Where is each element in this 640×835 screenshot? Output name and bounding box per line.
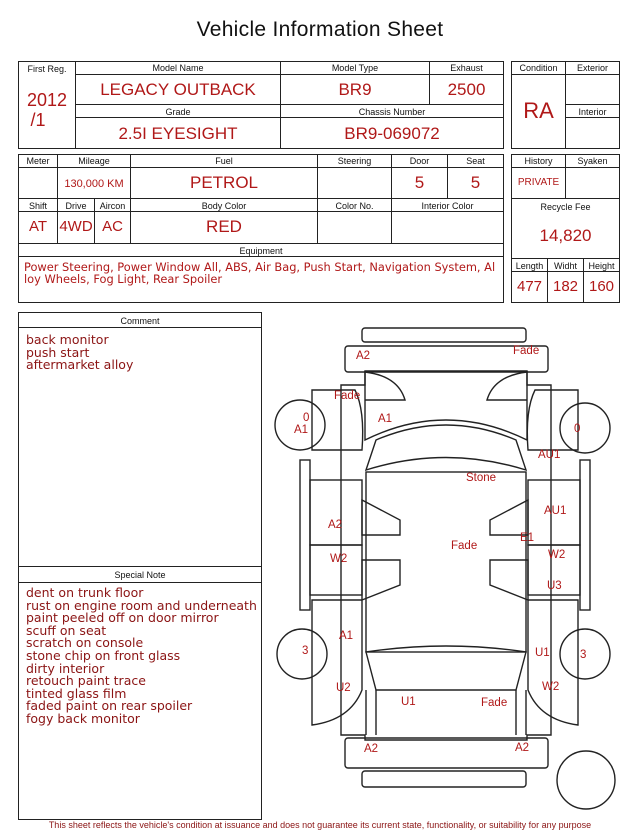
syaken-label: Syaken [577, 156, 608, 166]
damage-mark: A1 [378, 413, 393, 425]
drive-label: Drive [65, 201, 87, 211]
right-sill [580, 460, 590, 610]
disclaimer-footer: This sheet reflects the vehicle's condition at issuance and does not guarantee its current state, functionality, or suitability for any purpose [48, 820, 592, 830]
steering-label: Steering [337, 156, 372, 166]
damage-mark: AU1 [538, 449, 561, 461]
damage-mark: Fade [334, 390, 361, 402]
comment-item: back monitor [26, 332, 109, 347]
meter-label: Meter [26, 156, 50, 166]
seat-label: Seat [466, 156, 485, 166]
note-item: dirty interior [26, 660, 105, 676]
condition-value: RA [523, 98, 554, 123]
first-reg-month: /1 [30, 110, 46, 130]
damage-mark: A2 [328, 519, 343, 531]
damage-mark: Fade [481, 697, 508, 709]
comment-label: Comment [120, 316, 160, 326]
damage-mark: U1 [535, 647, 550, 659]
damage-mark: A2 [364, 743, 379, 755]
note-item: retouch paint trace [26, 673, 146, 689]
mileage-value: 130,000 KM [64, 178, 124, 190]
height-value: 160 [588, 278, 615, 295]
note-item: rust on engine room and underneath [26, 597, 257, 613]
fuel-label: Fuel [215, 156, 233, 166]
left-front-mirror [362, 500, 400, 535]
page-title: Vehicle Information Sheet [196, 18, 444, 41]
comment-item: push start [26, 344, 90, 360]
interior-color-label: Interior Color [421, 201, 474, 211]
rear-step [362, 771, 526, 787]
note-item: faded paint on rear spoiler [26, 698, 193, 714]
model-type-value: BR9 [338, 80, 372, 99]
damage-mark: A2 [515, 742, 530, 754]
note-item: fogy back monitor [26, 710, 140, 726]
left-sill [300, 460, 310, 610]
roof [366, 472, 526, 652]
exhaust-value: 2500 [447, 80, 486, 99]
mileage-label: Mileage [78, 156, 110, 166]
interior-label: Interior [578, 107, 607, 117]
hood-curve-right [487, 372, 527, 400]
door-value: 5 [414, 173, 425, 192]
windshield [366, 425, 526, 470]
width-label: Widht [553, 261, 577, 271]
right-rear-mirror [490, 560, 528, 600]
damage-mark: 0 [574, 423, 581, 435]
damage-mark: U3 [547, 580, 562, 592]
height-label: Height [588, 261, 615, 271]
damage-mark: A1 [339, 630, 354, 642]
equipment-value: Power Steering, Power Window All, ABS, Air Bag, Push Start, Navigation System, Alloy Wheels, Fog Light, Rear Spoiler [24, 260, 496, 286]
model-name-value: LEGACY OUTBACK [100, 80, 256, 99]
history-label: History [524, 156, 553, 166]
damage-mark: Fade [451, 540, 478, 552]
damage-mark: U2 [336, 682, 351, 694]
note-item: dent on trunk floor [26, 585, 144, 600]
right-front-mirror [490, 500, 528, 535]
seat-value: 5 [470, 173, 481, 192]
damage-mark: W2 [548, 549, 566, 561]
chassis-label: Chassis Number [358, 107, 426, 117]
note-item: stone chip on front glass [26, 647, 181, 663]
damage-mark: 3 [302, 645, 309, 657]
front-right-wheel [560, 403, 610, 453]
body-outline [341, 371, 551, 740]
door-label: Door [409, 156, 430, 166]
damage-mark: AU1 [544, 505, 567, 517]
right-rear-fender [528, 600, 578, 725]
fuel-value: PETROL [189, 173, 259, 192]
note-item: tinted glass film [26, 685, 127, 701]
damage-mark: 0 [303, 412, 310, 424]
damage-mark: W2 [330, 553, 348, 565]
shift-label: Shift [28, 201, 47, 211]
recycle-fee-label: Recycle Fee [540, 202, 591, 212]
length-value: 477 [516, 278, 543, 295]
note-item: scuff on seat [26, 622, 107, 638]
left-rear-fender [312, 600, 362, 725]
damage-mark: A1 [294, 424, 309, 436]
width-value: 182 [552, 278, 579, 295]
history-value: PRIVATE [517, 177, 560, 188]
damage-mark: Stone [466, 472, 497, 484]
damage-mark: Fade [513, 345, 540, 357]
damage-mark: A2 [356, 350, 371, 362]
exterior-label: Exterior [576, 63, 608, 73]
left-front-door [310, 480, 362, 545]
front-bumper-outline [362, 328, 526, 342]
body-color-label: Body Color [201, 201, 247, 211]
comment-item: aftermarket alloy [26, 357, 134, 373]
hood [365, 371, 527, 440]
first-reg-year: 2012 [26, 90, 68, 110]
grade-label: Grade [165, 107, 191, 117]
spare-wheel [557, 751, 615, 809]
drive-value: 4WD [59, 218, 93, 235]
aircon-label: Aircon [99, 201, 126, 211]
note-item: scratch on console [26, 635, 144, 651]
note-item: paint peeled off on door mirror [26, 610, 219, 626]
damage-mark: U1 [401, 696, 416, 708]
recycle-fee-value: 14,820 [539, 226, 592, 245]
right-front-fender [527, 390, 581, 450]
chassis-value: BR9-069072 [344, 124, 440, 143]
damage-mark: E1 [520, 532, 535, 544]
first-reg-label: First Reg. [27, 64, 67, 74]
aircon-value: AC [102, 218, 123, 235]
left-rear-mirror [362, 560, 400, 600]
special-note-label: Special Note [114, 570, 166, 580]
model-name-label: Model Name [152, 63, 204, 73]
equipment-label: Equipment [239, 246, 283, 256]
condition-label: Condition [519, 63, 558, 73]
body-color-value: RED [206, 217, 242, 236]
shift-value: AT [28, 218, 48, 235]
grade-value: 2.5I EYESIGHT [118, 124, 238, 143]
damage-mark: 3 [580, 649, 587, 661]
color-no-label: Color No. [335, 201, 374, 211]
hood-curve-left [365, 372, 405, 400]
model-type-label: Model Type [331, 63, 379, 73]
length-label: Length [515, 261, 544, 271]
damage-mark: W2 [542, 681, 560, 693]
exhaust-label: Exhaust [450, 63, 483, 73]
